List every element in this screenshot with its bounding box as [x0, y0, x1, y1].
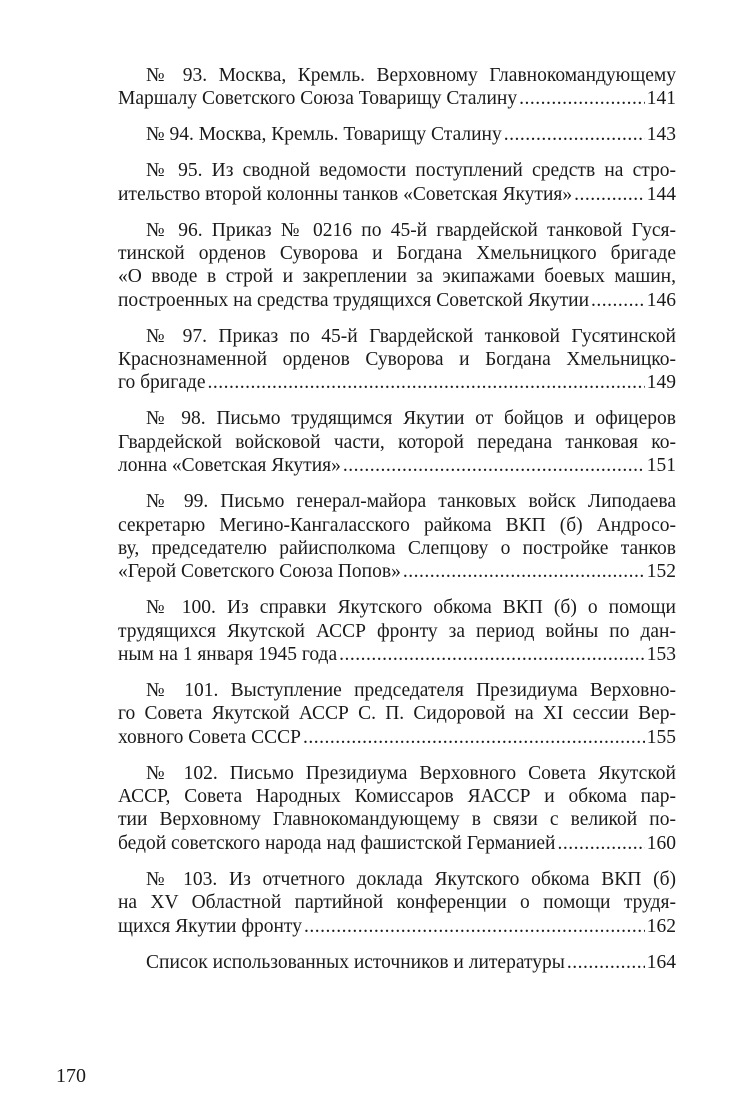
toc-entry-line: № 101. Выступление председателя Президиума Верховно-: [146, 679, 676, 701]
dot-leader: [591, 289, 645, 312]
toc-entry-text: «Герой Советского Союза Попов»: [118, 561, 401, 583]
toc-entry: [118, 123, 676, 146]
toc-entry-last-line: [118, 726, 676, 749]
toc-entry-line: «О вводе в строй и закреплении за экипажами боевых машин,: [118, 266, 676, 288]
toc-entry-last-line: [118, 454, 676, 477]
toc-entry-last-line: [118, 123, 676, 146]
dot-leader: [574, 183, 645, 206]
toc-entry-last-line: [118, 87, 676, 110]
toc-entry: [118, 679, 676, 749]
toc-page-number: 153: [646, 644, 676, 666]
toc-entry-line: тии Верховному Главнокомандующему в связи с великой по-: [118, 809, 676, 831]
dot-leader: [567, 951, 645, 974]
dot-leader: [504, 123, 645, 146]
toc-entry-last-line: [118, 915, 676, 938]
toc-entry-last-line: [118, 560, 676, 583]
toc-entry-text: ительство второй колонны танков «Советская Якутия»: [118, 183, 573, 205]
toc-entry-last-line: [118, 289, 676, 312]
dot-leader: [343, 454, 645, 477]
toc-entry-last-line: [118, 183, 676, 206]
toc-page-number: 151: [646, 455, 676, 477]
dot-leader: [304, 915, 645, 938]
dot-leader: [403, 560, 645, 583]
toc-entry: [118, 325, 676, 395]
toc-entry-line: № 103. Из отчетного доклада Якутского обкома ВКП (б): [146, 868, 676, 890]
toc-entry-line: ву, председателю райисполкома Слепцову о постройке танков: [118, 537, 676, 559]
toc-entry-line: Краснознаменной орденов Суворова и Богдана Хмельницко-: [118, 349, 676, 371]
toc-entry: [118, 64, 676, 111]
toc-entry: [118, 159, 676, 206]
table-of-contents: [118, 64, 676, 986]
toc-entry-text: лонна «Советская Якутия»: [118, 455, 341, 477]
toc-entry-line: № 100. Из справки Якутского обкома ВКП (б) о помощи: [146, 597, 676, 619]
dot-leader: [557, 832, 644, 855]
dot-leader: [339, 643, 645, 666]
toc-entry-line: тинской орденов Суворова и Богдана Хмельницкого бригаде: [118, 242, 676, 264]
toc-entry-line: АССР, Совета Народных Комиссаров ЯАССР и обкома пар-: [118, 786, 676, 808]
toc-entry-text: ным на 1 января 1945 года: [118, 644, 338, 666]
toc-entry-text: бедой советского народа над фашистской Германией: [118, 832, 556, 854]
toc-entry: [118, 490, 676, 584]
toc-entry: [118, 951, 676, 974]
toc-entry-line: № 96. Приказ № 0216 по 45-й гвардейской танковой Гуся-: [146, 219, 676, 241]
toc-entry-line: Гвардейской войсковой части, которой передана танковая ко-: [118, 431, 676, 453]
toc-page-number: 152: [646, 561, 676, 583]
toc-entry: [118, 868, 676, 938]
page-number: 170: [56, 1065, 86, 1087]
toc-entry-text: Маршалу Советского Союза Товарищу Сталину: [118, 88, 518, 110]
dot-leader: [519, 87, 645, 110]
toc-page-number: 143: [646, 124, 676, 146]
toc-entry-line: № 102. Письмо Президиума Верховного Совета Якутской: [146, 762, 676, 784]
toc-entry-line: № 95. Из сводной ведомости поступлений средств на стро-: [146, 160, 676, 182]
toc-entry-line: на XV Областной партийной конференции о помощи трудя-: [118, 892, 676, 914]
toc-entry-line: № 98. Письмо трудящимся Якутии от бойцов и офицеров: [146, 408, 676, 430]
toc-entry-line: го Совета Якутской АССР С. П. Сидоровой на XI сессии Вер-: [118, 703, 676, 725]
dot-leader: [303, 726, 645, 749]
toc-page-number: 144: [646, 183, 676, 205]
toc-entry-last-line: [118, 832, 676, 855]
toc-entry-text: Список использованных источников и литературы: [146, 951, 565, 973]
toc-entry-last-line: [118, 951, 676, 974]
toc-entry-line: № 99. Письмо генерал-майора танковых войск Липодаева: [146, 491, 676, 513]
dot-leader: [207, 371, 644, 394]
toc-page-number: 164: [646, 951, 676, 973]
toc-entry: [118, 596, 676, 666]
toc-entry-line: трудящихся Якутской АССР фронту за период войны по дан-: [118, 620, 676, 642]
toc-entry-line: секретарю Мегино-Кангаласского райкома ВКП (б) Андросо-: [118, 514, 676, 536]
toc-entry: [118, 762, 676, 856]
toc-entry: [118, 407, 676, 477]
toc-entry-text: № 94. Москва, Кремль. Товарищу Сталину: [146, 124, 502, 146]
toc-entry-line: № 93. Москва, Кремль. Верховному Главнокомандующему: [146, 65, 676, 86]
toc-entry-text: ховного Совета СССР: [118, 726, 301, 748]
toc-page-number: 162: [646, 915, 676, 937]
toc-entry-last-line: [118, 643, 676, 666]
toc-page-number: 141: [646, 88, 676, 110]
toc-entry: [118, 219, 676, 313]
toc-page-number: 146: [646, 289, 676, 311]
toc-entry-line: № 97. Приказ по 45-й Гвардейской танковой Гусятинской: [146, 325, 676, 347]
toc-entry-text: го бригаде: [118, 372, 206, 394]
toc-entry-last-line: [118, 371, 676, 394]
toc-entry-text: щихся Якутии фронту: [118, 915, 302, 937]
toc-page-number: 155: [646, 726, 676, 748]
toc-page-number: 160: [646, 832, 676, 854]
toc-page-number: 149: [646, 372, 676, 394]
toc-entry-text: построенных на средства трудящихся Советской Якутии: [118, 289, 590, 311]
